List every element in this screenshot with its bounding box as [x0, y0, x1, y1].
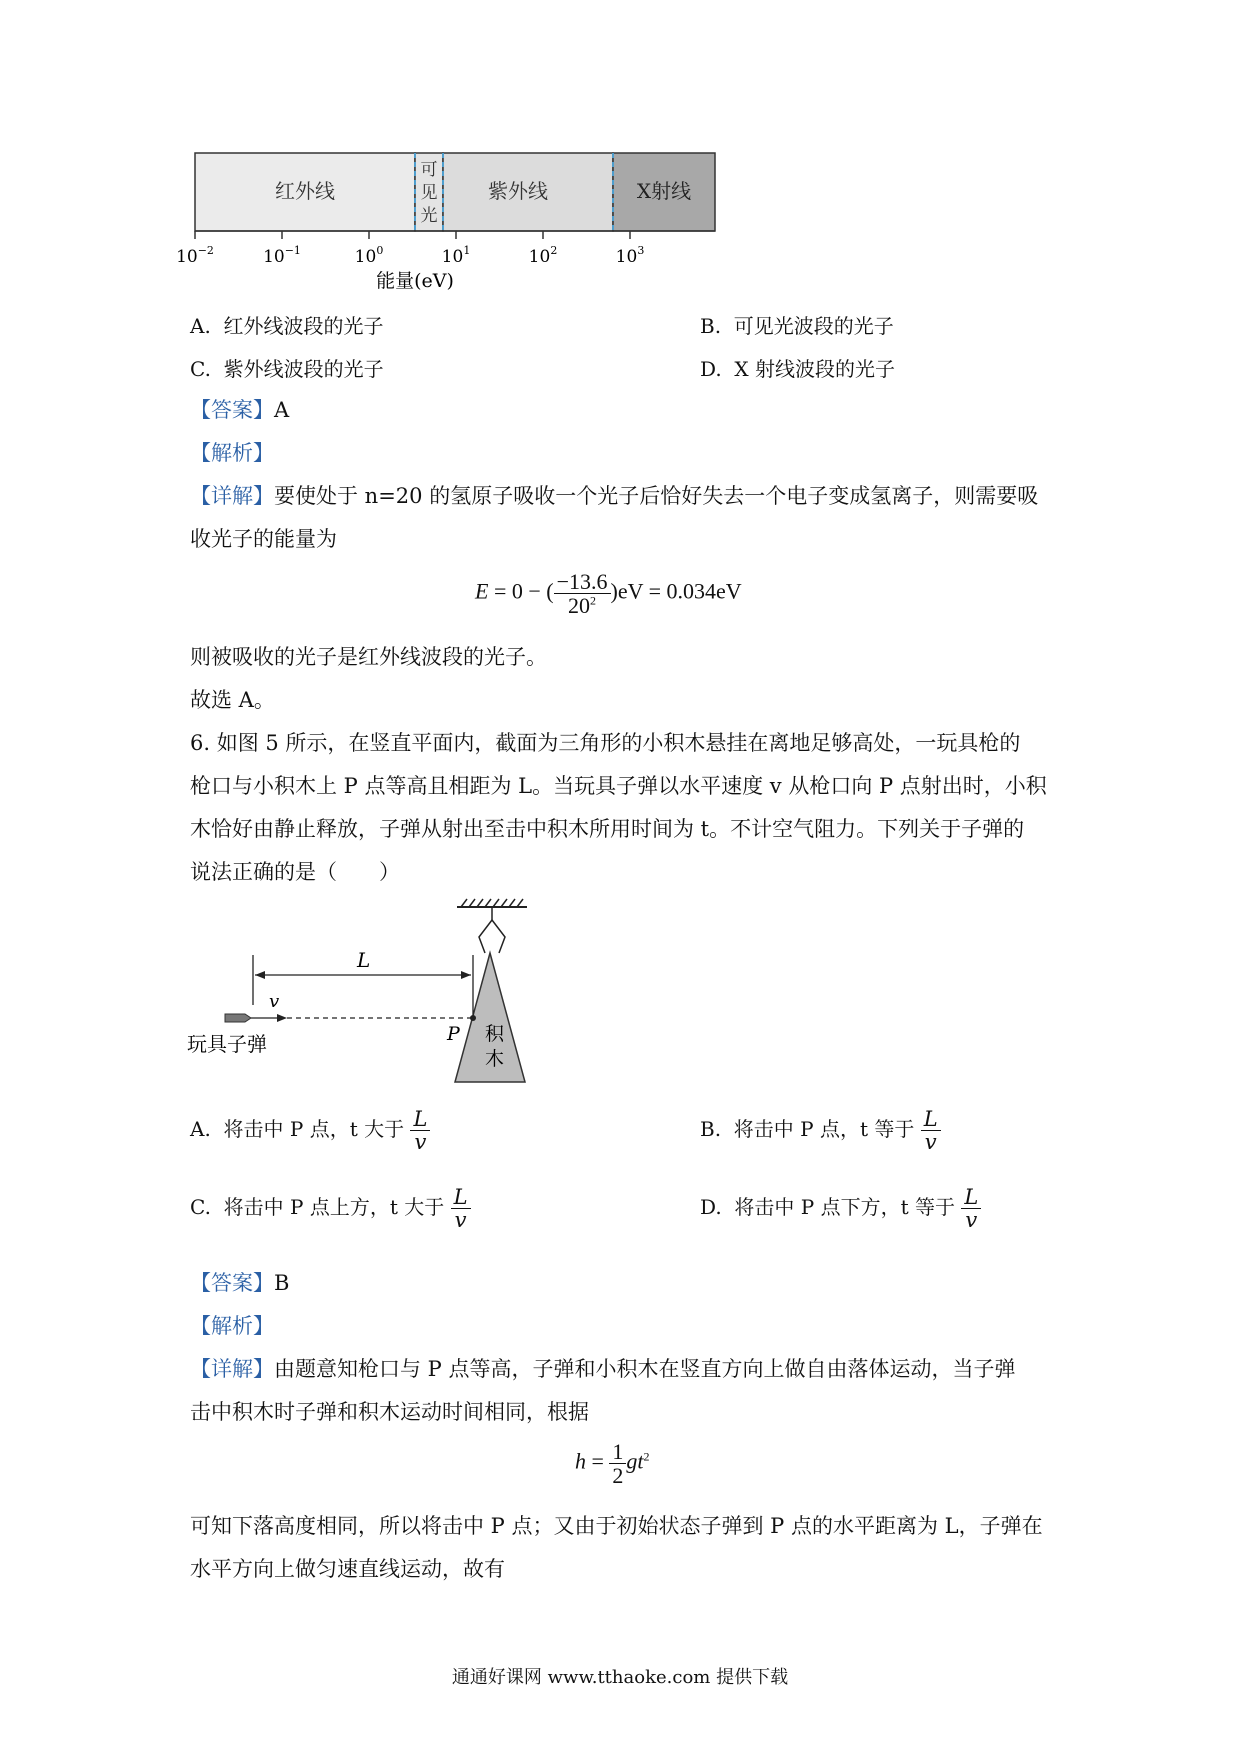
- q6-answer: 【答案】B: [190, 1271, 290, 1295]
- q6-detail-line-1: 【详解】由题意知枪口与 P 点等高，子弹和小积木在竖直方向上做自由落体运动，当子弹: [190, 1357, 1016, 1381]
- q5-option-c: C. 紫外线波段的光子: [190, 357, 384, 381]
- band-label-ultraviolet: 紫外线: [488, 179, 548, 203]
- q6-after-line-2: 水平方向上做匀速直线运动，故有: [190, 1557, 505, 1581]
- q6-stem-line-1: 6. 如图 5 所示，在竖直平面内，截面为三角形的小积木悬挂在离地足够高处，一玩具枪的: [190, 731, 1021, 755]
- q6-option-c: C. 将击中 P 点上方，t 大于 $\frac{L}{v}$: [190, 1186, 471, 1231]
- q6-analysis-tag: 【解析】: [190, 1314, 274, 1338]
- band-label-visible-3: 光: [420, 206, 438, 226]
- band-label-xray: X射线: [636, 179, 692, 203]
- axis-ticks: [195, 231, 630, 239]
- q5-detail-line-2: 收光子的能量为: [190, 527, 337, 551]
- band-label-visible-1: 可: [420, 160, 438, 180]
- tick-label-4: $10^1$: [441, 244, 471, 267]
- q6-option-d: D. 将击中 P 点下方，t 等于 $\frac{L}{v}$: [700, 1186, 981, 1231]
- q5-option-a: A. 红外线波段的光子: [190, 314, 384, 338]
- page-footer: 通通好课网 www.tthaoke.com 提供下载: [451, 1667, 789, 1688]
- label-bullet: 玩具子弹: [187, 1032, 267, 1056]
- q6-equation: h = $\frac{1}{2}$ $gt^2$: [575, 1439, 650, 1489]
- q6-option-a: A. 将击中 P 点，t 大于 $\frac{L}{v}$: [190, 1108, 430, 1153]
- q5-choose: 故选 A。: [190, 688, 275, 712]
- q5-option-b: B. 可见光波段的光子: [700, 314, 894, 338]
- block-label-1: 积: [485, 1023, 505, 1045]
- tick-label-3: $10^0$: [354, 244, 384, 267]
- band-label-infrared: 红外线: [275, 179, 335, 203]
- q5-detail-line-1: 【详解】要使处于 n=20 的氢原子吸收一个光子后恰好失去一个电子变成氢离子，则需要吸: [190, 484, 1039, 508]
- block-label-2: 木: [485, 1048, 505, 1070]
- label-L: L: [357, 948, 371, 972]
- tick-label-2: $10^{-1}$: [263, 244, 301, 267]
- q6-stem-line-3: 木恰好由静止释放，子弹从射出至击中积木所用时间为 t。不计空气阻力。下列关于子弹的: [190, 817, 1025, 841]
- label-P: P: [447, 1023, 460, 1045]
- q5-equation: E = 0 − ( $\frac{-13.6}{20^2}$ )eV = 0.034eV: [475, 569, 742, 619]
- spectrum-diagram: [176, 145, 725, 295]
- q5-analysis-tag: 【解析】: [190, 441, 274, 465]
- axis-label: 能量(eV): [376, 270, 454, 292]
- q5-conclusion: 则被吸收的光子是红外线波段的光子。: [190, 645, 547, 669]
- tick-label-1: $10^{-2}$: [176, 244, 214, 267]
- q6-stem-line-2: 枪口与小积木上 P 点等高且相距为 L。当玩具子弹以水平速度 v 从枪口向 P 点射出时，小积: [190, 774, 1047, 798]
- bullet-icon: [225, 1014, 251, 1022]
- q6-after-line-1: 可知下落高度相同，所以将击中 P 点；又由于初始状态子弹到 P 点的水平距离为 L，子弹在: [190, 1514, 1043, 1538]
- q6-detail-line-2: 击中积木时子弹和积木运动时间相同，根据: [190, 1400, 589, 1424]
- label-v: v: [269, 991, 280, 1012]
- q5-option-d: D. X 射线波段的光子: [700, 357, 896, 381]
- q6-option-b: B. 将击中 P 点，t 等于 $\frac{L}{v}$: [700, 1108, 941, 1153]
- q5-answer: 【答案】A: [190, 398, 290, 422]
- tick-label-6: $10^3$: [615, 244, 645, 267]
- tick-label-5: $10^2$: [528, 244, 558, 267]
- q6-figure: [185, 895, 545, 1095]
- band-label-visible-2: 见: [420, 183, 438, 203]
- q6-stem-line-4: 说法正确的是（ ）: [190, 860, 400, 884]
